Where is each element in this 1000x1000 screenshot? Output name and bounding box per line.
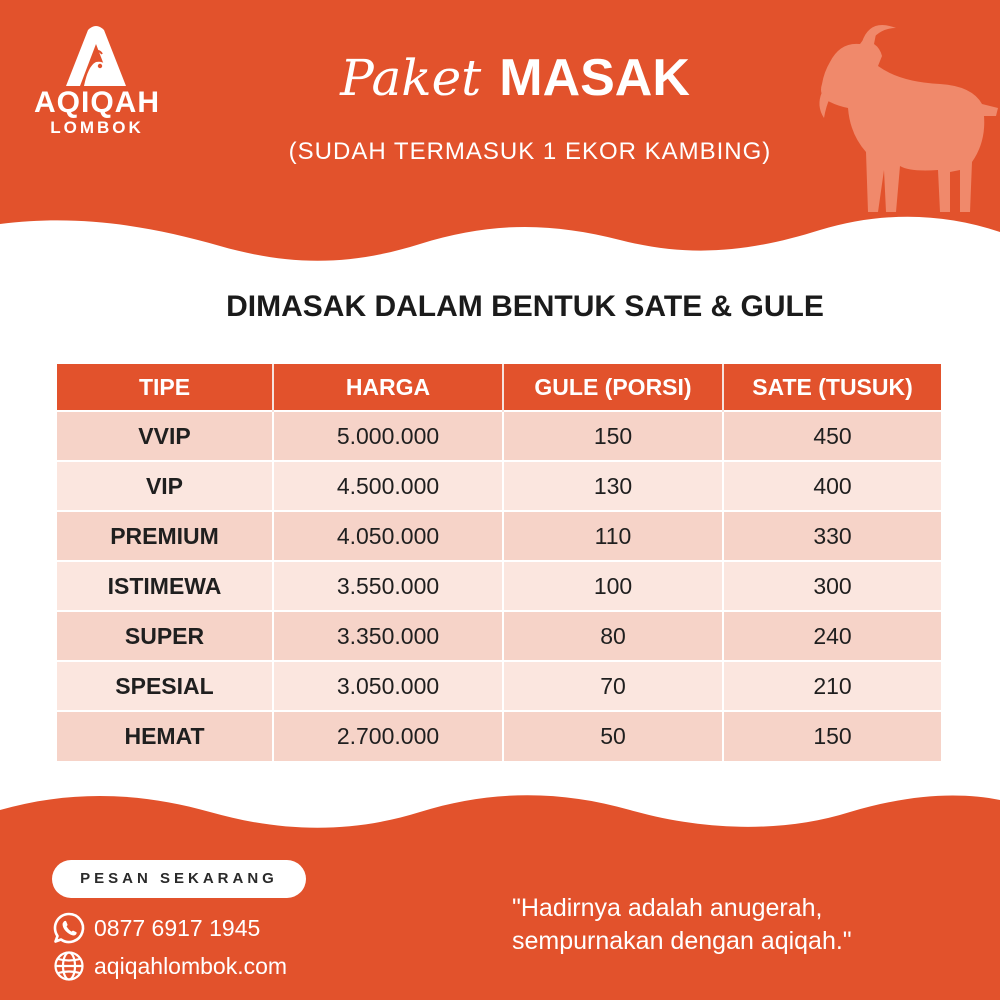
quote-line: sempurnakan dengan aqiqah."	[512, 927, 852, 955]
table-header-row	[57, 364, 941, 411]
quote-line: "Hadirnya adalah anugerah,	[512, 894, 823, 922]
cell-sate: 210	[723, 661, 941, 711]
cell-tipe: SUPER	[57, 611, 273, 661]
whatsapp-icon	[52, 911, 86, 945]
title-main: MASAK	[499, 49, 690, 107]
table-row	[57, 711, 941, 761]
table-row	[57, 561, 941, 611]
cell-sate: 150	[723, 711, 941, 761]
title-script: Paket	[340, 49, 482, 107]
price-table	[57, 364, 941, 761]
cell-harga: 4.500.000	[273, 461, 503, 511]
cell-tipe: ISTIMEWA	[57, 561, 273, 611]
quote-text	[512, 892, 952, 958]
cell-harga: 2.700.000	[273, 711, 503, 761]
cell-tipe: SPESIAL	[57, 661, 273, 711]
brand-sub: LOMBOK	[50, 118, 144, 137]
goat-icon	[800, 22, 1000, 222]
column-header-gule: GULE (PORSI)	[503, 364, 723, 411]
phone-number: 0877 6917 1945	[94, 914, 261, 941]
cell-harga: 4.050.000	[273, 511, 503, 561]
column-header-tipe: TIPE	[57, 364, 273, 411]
cell-gule: 100	[503, 561, 723, 611]
cell-tipe: VIP	[57, 461, 273, 511]
order-now-button[interactable]: PESAN SEKARANG	[52, 860, 306, 898]
cell-sate: 300	[723, 561, 941, 611]
cell-harga: 5.000.000	[273, 411, 503, 461]
cell-sate: 400	[723, 461, 941, 511]
column-header-harga: HARGA	[273, 364, 503, 411]
cell-gule: 150	[503, 411, 723, 461]
table-row	[57, 411, 941, 461]
section-heading: DIMASAK DALAM BENTUK SATE & GULE	[226, 290, 824, 323]
brand-name: AQIQAH	[34, 86, 160, 119]
page-subtitle: (SUDAH TERMASUK 1 EKOR KAMBING)	[288, 138, 772, 165]
cell-gule: 50	[503, 711, 723, 761]
website-url: aqiqahlombok.com	[94, 952, 288, 979]
table-row	[57, 611, 941, 661]
cell-harga: 3.050.000	[273, 661, 503, 711]
cell-harga: 3.550.000	[273, 561, 503, 611]
cell-sate: 330	[723, 511, 941, 561]
cell-harga: 3.350.000	[273, 611, 503, 661]
cell-sate: 450	[723, 411, 941, 461]
table-row	[57, 661, 941, 711]
globe-icon	[52, 949, 86, 983]
cell-sate: 240	[723, 611, 941, 661]
cell-gule: 130	[503, 461, 723, 511]
cell-gule: 70	[503, 661, 723, 711]
cell-tipe: HEMAT	[57, 711, 273, 761]
phone-contact[interactable]	[52, 910, 260, 946]
table-row	[57, 511, 941, 561]
cell-tipe: PREMIUM	[57, 511, 273, 561]
cell-gule: 80	[503, 611, 723, 661]
table-row	[57, 461, 941, 511]
column-header-sate: SATE (TUSUK)	[723, 364, 941, 411]
cell-gule: 110	[503, 511, 723, 561]
cell-tipe: VVIP	[57, 411, 273, 461]
website-contact[interactable]	[52, 948, 287, 984]
